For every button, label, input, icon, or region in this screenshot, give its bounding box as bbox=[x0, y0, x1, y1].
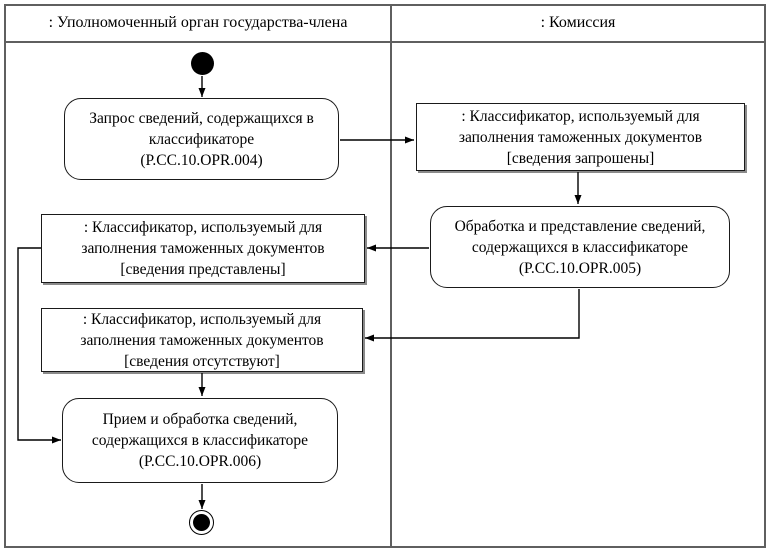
action-label: Прием и обработка сведений, содержащихся в классификаторе bbox=[91, 411, 309, 449]
final-node-inner-dot bbox=[193, 514, 210, 531]
action-process-and-provide-data bbox=[430, 206, 730, 288]
object-state: [сведения представлены] bbox=[120, 261, 286, 278]
action-label: Запрос сведений, содержащихся в классификаторе bbox=[89, 109, 314, 148]
action-request-classifier-data bbox=[64, 98, 339, 180]
object-label: : Классификатор, используемый для заполнения таможенных документов bbox=[458, 107, 703, 146]
action-receive-and-process-data bbox=[62, 398, 338, 483]
final-node-icon bbox=[189, 510, 214, 535]
swimlane-header-separator bbox=[4, 41, 766, 43]
object-state: [сведения отсутствуют] bbox=[124, 352, 280, 370]
swimlane-header-member-state: : Уполномоченный орган государства-члена bbox=[48, 14, 348, 31]
action-code: (P.CC.10.OPR.006) bbox=[138, 453, 262, 470]
swimlane-divider bbox=[390, 4, 392, 548]
object-state: [сведения запрошены] bbox=[506, 149, 655, 167]
object-classifier-data-requested bbox=[416, 103, 745, 171]
action-code: (P.CC.10.OPR.005) bbox=[518, 259, 642, 277]
object-label: : Классификатор, используемый для заполнения таможенных документов bbox=[81, 219, 325, 257]
initial-node-icon bbox=[191, 52, 214, 75]
object-classifier-data-absent bbox=[41, 308, 363, 372]
object-label: : Классификатор, используемый для заполнения таможенных документов bbox=[80, 310, 324, 349]
swimlane-header-commission: : Комиссия bbox=[540, 14, 616, 31]
object-classifier-data-provided bbox=[41, 214, 365, 283]
action-code: (P.CC.10.OPR.004) bbox=[140, 151, 263, 169]
action-label: Обработка и представление сведений, содержащихся в классификаторе bbox=[454, 217, 706, 256]
